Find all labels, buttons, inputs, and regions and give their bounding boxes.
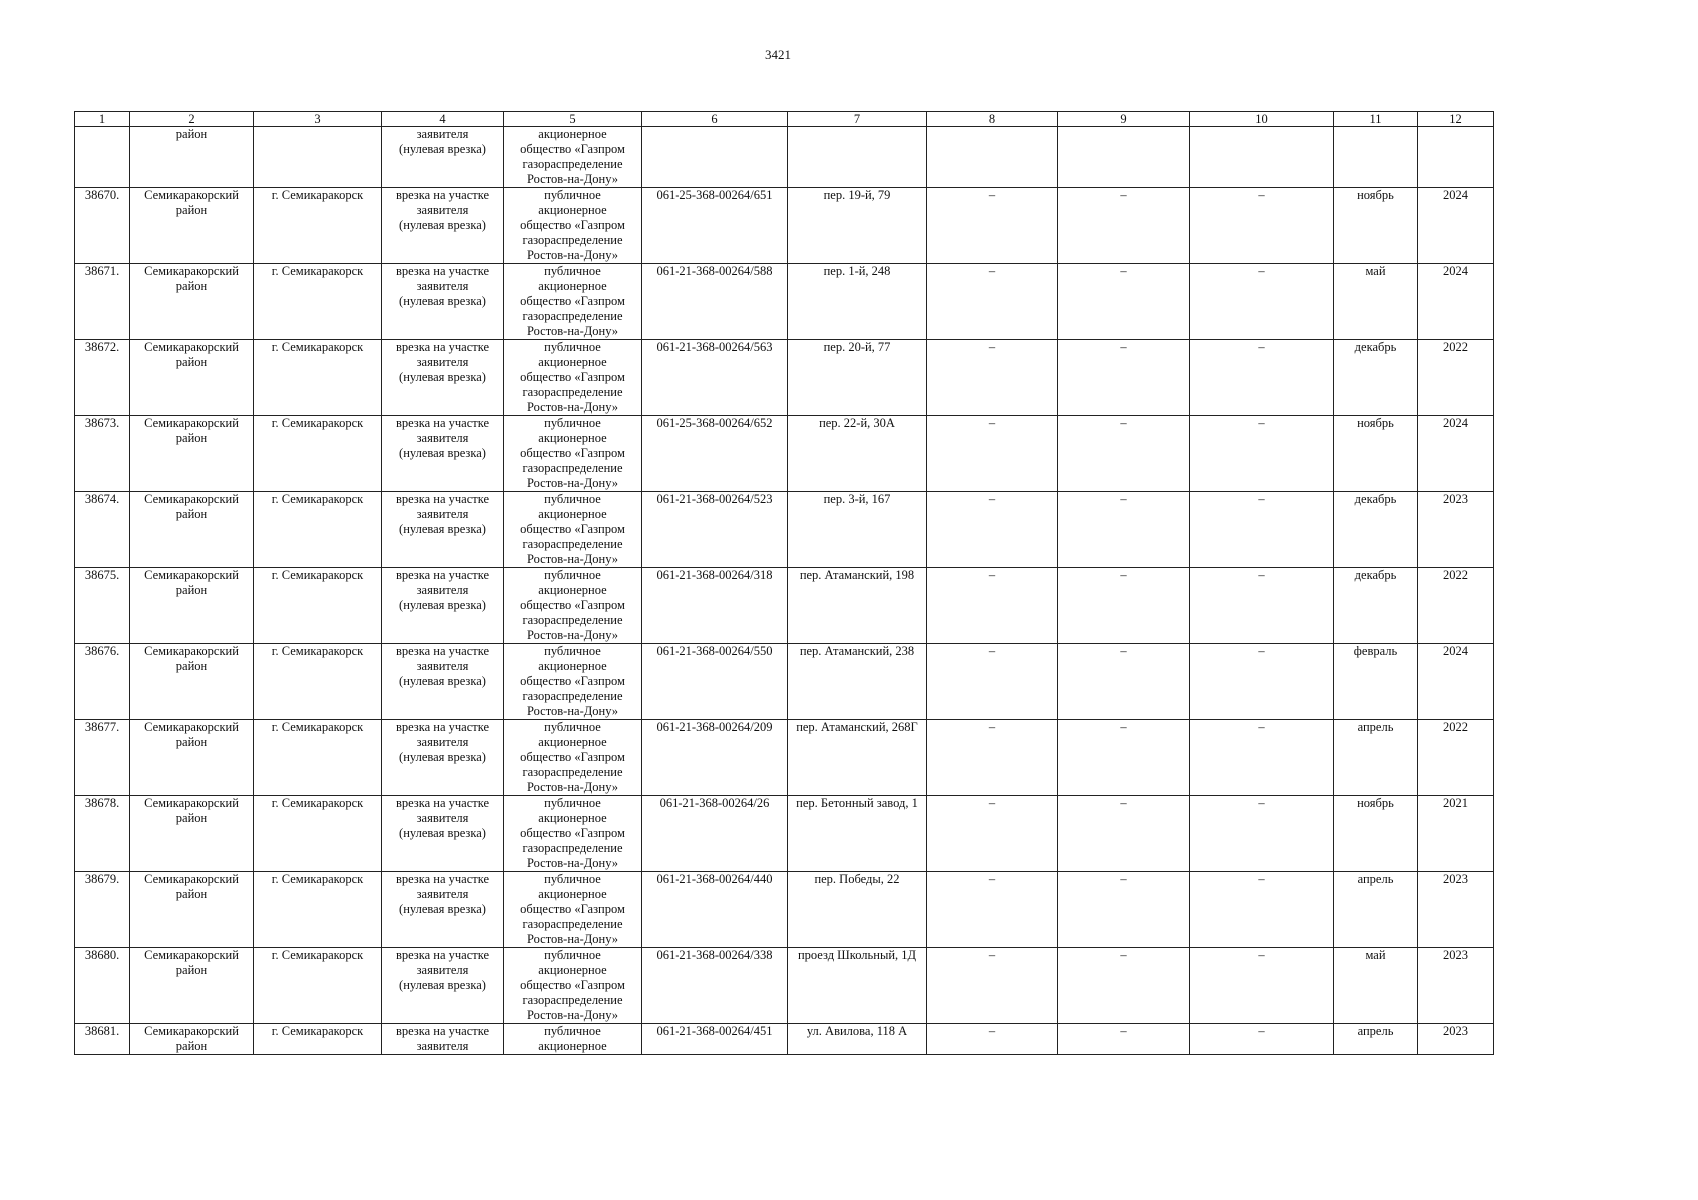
table-row xyxy=(75,492,1494,568)
cell-code: 061-21-368-00264/523 xyxy=(642,492,788,568)
cell-type: врезка на участке заявителя (нулевая врезка) xyxy=(382,416,504,492)
cell-type: врезка на участке заявителя (нулевая врезка) xyxy=(382,948,504,1024)
cell-number: 38680. xyxy=(75,948,130,1024)
column-number: 7 xyxy=(788,112,927,127)
cell-city: г. Семикаракорск xyxy=(254,188,382,264)
cell-col8: – xyxy=(927,416,1058,492)
cell-month: апрель xyxy=(1334,1024,1418,1055)
cell-month: май xyxy=(1334,948,1418,1024)
cell-year: 2022 xyxy=(1418,340,1494,416)
column-number: 11 xyxy=(1334,112,1418,127)
cell-operator: публичное акционерное общество «Газпром газораспределение Ростов-на-Дону» xyxy=(504,872,642,948)
cell-col8: – xyxy=(927,948,1058,1024)
cell-address: пер. Атаманский, 268Г xyxy=(788,720,927,796)
table-row xyxy=(75,416,1494,492)
column-number: 2 xyxy=(130,112,254,127)
cell-city: г. Семикаракорск xyxy=(254,796,382,872)
cell-number: 38675. xyxy=(75,568,130,644)
cell-address: пер. Атаманский, 198 xyxy=(788,568,927,644)
cell-month: февраль xyxy=(1334,644,1418,720)
cell-col8: – xyxy=(927,796,1058,872)
cell-operator: публичное акционерное общество «Газпром газораспределение Ростов-на-Дону» xyxy=(504,796,642,872)
cell-year: 2022 xyxy=(1418,720,1494,796)
cell-col9: – xyxy=(1058,416,1190,492)
cell-number: 38671. xyxy=(75,264,130,340)
cell-address: пер. Атаманский, 238 xyxy=(788,644,927,720)
table-row xyxy=(75,568,1494,644)
cell-district: Семикаракорский район xyxy=(130,796,254,872)
cell-col8: – xyxy=(927,492,1058,568)
cell-year: 2024 xyxy=(1418,264,1494,340)
table-row xyxy=(75,264,1494,340)
cell-operator: публичное акционерное общество «Газпром газораспределение Ростов-на-Дону» xyxy=(504,948,642,1024)
cell-number: 38670. xyxy=(75,188,130,264)
data-table xyxy=(74,111,1494,1055)
cell-city: г. Семикаракорск xyxy=(254,340,382,416)
table-row xyxy=(75,644,1494,720)
cell-col9: – xyxy=(1058,492,1190,568)
cell-year: 2024 xyxy=(1418,416,1494,492)
cell-district: Семикаракорский район xyxy=(130,720,254,796)
cell-col8: – xyxy=(927,644,1058,720)
cell-district: Семикаракорский район xyxy=(130,188,254,264)
cell-district: Семикаракорский район xyxy=(130,872,254,948)
cell-col10: – xyxy=(1190,872,1334,948)
cell-year: 2024 xyxy=(1418,188,1494,264)
cell-col10: – xyxy=(1190,340,1334,416)
cell-type: врезка на участке заявителя (нулевая врезка) xyxy=(382,264,504,340)
cell-address: пер. 20-й, 77 xyxy=(788,340,927,416)
cell-type: врезка на участке заявителя (нулевая врезка) xyxy=(382,796,504,872)
cell-col8: – xyxy=(927,872,1058,948)
cell-district: Семикаракорский район xyxy=(130,492,254,568)
cell-col10: – xyxy=(1190,264,1334,340)
table-body xyxy=(75,112,1494,1055)
table-row xyxy=(75,720,1494,796)
cell-number: 38681. xyxy=(75,1024,130,1055)
cell-type: врезка на участке заявителя (нулевая врезка) xyxy=(382,188,504,264)
cell-operator: публичное акционерное общество «Газпром газораспределение Ростов-на-Дону» xyxy=(504,188,642,264)
cell-type: врезка на участке заявителя (нулевая врезка) xyxy=(382,644,504,720)
cell-col9: – xyxy=(1058,872,1190,948)
column-number: 4 xyxy=(382,112,504,127)
cell-address: ул. Авилова, 118 А xyxy=(788,1024,927,1055)
cell-city: г. Семикаракорск xyxy=(254,1024,382,1055)
page-number: 3421 xyxy=(765,47,791,62)
table-row xyxy=(75,948,1494,1024)
cell-type: заявителя (нулевая врезка) xyxy=(382,127,504,188)
cell-operator: публичное акционерное xyxy=(504,1024,642,1055)
cell-year xyxy=(1418,127,1494,188)
cell-code: 061-21-368-00264/318 xyxy=(642,568,788,644)
cell-city: г. Семикаракорск xyxy=(254,264,382,340)
table-row xyxy=(75,872,1494,948)
cell-operator: публичное акционерное общество «Газпром газораспределение Ростов-на-Дону» xyxy=(504,492,642,568)
cell-col9: – xyxy=(1058,644,1190,720)
cell-operator: акционерное общество «Газпром газораспределение Ростов-на-Дону» xyxy=(504,127,642,188)
cell-code: 061-21-368-00264/550 xyxy=(642,644,788,720)
cell-city: г. Семикаракорск xyxy=(254,872,382,948)
column-number: 8 xyxy=(927,112,1058,127)
cell-district: Семикаракорский район xyxy=(130,644,254,720)
cell-year: 2023 xyxy=(1418,1024,1494,1055)
cell-month: апрель xyxy=(1334,872,1418,948)
cell-col8: – xyxy=(927,720,1058,796)
cell-number: 38678. xyxy=(75,796,130,872)
cell-year: 2021 xyxy=(1418,796,1494,872)
cell-month xyxy=(1334,127,1418,188)
column-number: 6 xyxy=(642,112,788,127)
cell-col9: – xyxy=(1058,568,1190,644)
column-number-row xyxy=(75,112,1494,127)
cell-year: 2023 xyxy=(1418,872,1494,948)
cell-city: г. Семикаракорск xyxy=(254,568,382,644)
cell-type: врезка на участке заявителя (нулевая врезка) xyxy=(382,492,504,568)
cell-month: ноябрь xyxy=(1334,416,1418,492)
cell-address: пер. Победы, 22 xyxy=(788,872,927,948)
cell-col10: – xyxy=(1190,416,1334,492)
cell-district: Семикаракорский район xyxy=(130,264,254,340)
continuation-row xyxy=(75,127,1494,188)
cell-col9: – xyxy=(1058,1024,1190,1055)
cell-code: 061-21-368-00264/588 xyxy=(642,264,788,340)
cell-operator: публичное акционерное общество «Газпром газораспределение Ростов-на-Дону» xyxy=(504,340,642,416)
cell-month: май xyxy=(1334,264,1418,340)
cell-year: 2023 xyxy=(1418,492,1494,568)
column-number: 9 xyxy=(1058,112,1190,127)
cell-number: 38672. xyxy=(75,340,130,416)
cell-district: Семикаракорский район xyxy=(130,948,254,1024)
cell-col9: – xyxy=(1058,720,1190,796)
cell-col8: – xyxy=(927,340,1058,416)
cell-col10: – xyxy=(1190,568,1334,644)
cell-code: 061-21-368-00264/451 xyxy=(642,1024,788,1055)
cell-col10: – xyxy=(1190,492,1334,568)
cell-city xyxy=(254,127,382,188)
cell-col8: – xyxy=(927,264,1058,340)
cell-year: 2023 xyxy=(1418,948,1494,1024)
column-number: 3 xyxy=(254,112,382,127)
cell-code: 061-25-368-00264/652 xyxy=(642,416,788,492)
cell-col10: – xyxy=(1190,644,1334,720)
cell-number: 38677. xyxy=(75,720,130,796)
cell-code: 061-21-368-00264/338 xyxy=(642,948,788,1024)
cell-address: пер. 3-й, 167 xyxy=(788,492,927,568)
cell-type: врезка на участке заявителя xyxy=(382,1024,504,1055)
column-number: 5 xyxy=(504,112,642,127)
cell-month: апрель xyxy=(1334,720,1418,796)
cell-district: район xyxy=(130,127,254,188)
cell-address: пер. Бетонный завод, 1 xyxy=(788,796,927,872)
cell-type: врезка на участке заявителя (нулевая врезка) xyxy=(382,720,504,796)
cell-code: 061-25-368-00264/651 xyxy=(642,188,788,264)
cell-col9: – xyxy=(1058,264,1190,340)
table-row xyxy=(75,340,1494,416)
cell-col10: – xyxy=(1190,1024,1334,1055)
column-number: 12 xyxy=(1418,112,1494,127)
table-row xyxy=(75,188,1494,264)
cell-number xyxy=(75,127,130,188)
cell-col8: – xyxy=(927,568,1058,644)
cell-number: 38676. xyxy=(75,644,130,720)
cell-year: 2024 xyxy=(1418,644,1494,720)
table-row xyxy=(75,796,1494,872)
cell-month: декабрь xyxy=(1334,492,1418,568)
cell-month: декабрь xyxy=(1334,340,1418,416)
cell-operator: публичное акционерное общество «Газпром газораспределение Ростов-на-Дону» xyxy=(504,416,642,492)
cell-city: г. Семикаракорск xyxy=(254,644,382,720)
cell-type: врезка на участке заявителя (нулевая врезка) xyxy=(382,340,504,416)
cell-code xyxy=(642,127,788,188)
cell-city: г. Семикаракорск xyxy=(254,948,382,1024)
cell-address xyxy=(788,127,927,188)
cell-operator: публичное акционерное общество «Газпром газораспределение Ростов-на-Дону» xyxy=(504,720,642,796)
column-number: 1 xyxy=(75,112,130,127)
cell-month: ноябрь xyxy=(1334,188,1418,264)
cell-col9: – xyxy=(1058,796,1190,872)
cell-code: 061-21-368-00264/209 xyxy=(642,720,788,796)
cell-district: Семикаракорский район xyxy=(130,1024,254,1055)
cell-operator: публичное акционерное общество «Газпром газораспределение Ростов-на-Дону» xyxy=(504,568,642,644)
cell-col9 xyxy=(1058,127,1190,188)
cell-address: пер. 22-й, 30А xyxy=(788,416,927,492)
cell-district: Семикаракорский район xyxy=(130,340,254,416)
cell-month: декабрь xyxy=(1334,568,1418,644)
cell-district: Семикаракорский район xyxy=(130,416,254,492)
cell-district: Семикаракорский район xyxy=(130,568,254,644)
cell-col9: – xyxy=(1058,188,1190,264)
cell-col10: – xyxy=(1190,948,1334,1024)
cell-year: 2022 xyxy=(1418,568,1494,644)
cell-col8: – xyxy=(927,188,1058,264)
cell-number: 38674. xyxy=(75,492,130,568)
cell-col9: – xyxy=(1058,948,1190,1024)
cell-operator: публичное акционерное общество «Газпром газораспределение Ростов-на-Дону» xyxy=(504,644,642,720)
cell-code: 061-21-368-00264/440 xyxy=(642,872,788,948)
cell-city: г. Семикаракорск xyxy=(254,492,382,568)
cell-operator: публичное акционерное общество «Газпром газораспределение Ростов-на-Дону» xyxy=(504,264,642,340)
table-row xyxy=(75,1024,1494,1055)
cell-city: г. Семикаракорск xyxy=(254,720,382,796)
cell-col10: – xyxy=(1190,796,1334,872)
cell-col9: – xyxy=(1058,340,1190,416)
cell-col8 xyxy=(927,127,1058,188)
cell-col10: – xyxy=(1190,720,1334,796)
cell-type: врезка на участке заявителя (нулевая врезка) xyxy=(382,568,504,644)
cell-month: ноябрь xyxy=(1334,796,1418,872)
column-number: 10 xyxy=(1190,112,1334,127)
cell-col8: – xyxy=(927,1024,1058,1055)
cell-code: 061-21-368-00264/563 xyxy=(642,340,788,416)
cell-address: пер. 19-й, 79 xyxy=(788,188,927,264)
cell-address: проезд Школьный, 1Д xyxy=(788,948,927,1024)
cell-number: 38673. xyxy=(75,416,130,492)
cell-address: пер. 1-й, 248 xyxy=(788,264,927,340)
cell-code: 061-21-368-00264/26 xyxy=(642,796,788,872)
cell-col10: – xyxy=(1190,188,1334,264)
cell-type: врезка на участке заявителя (нулевая врезка) xyxy=(382,872,504,948)
cell-number: 38679. xyxy=(75,872,130,948)
cell-city: г. Семикаракорск xyxy=(254,416,382,492)
cell-col10 xyxy=(1190,127,1334,188)
